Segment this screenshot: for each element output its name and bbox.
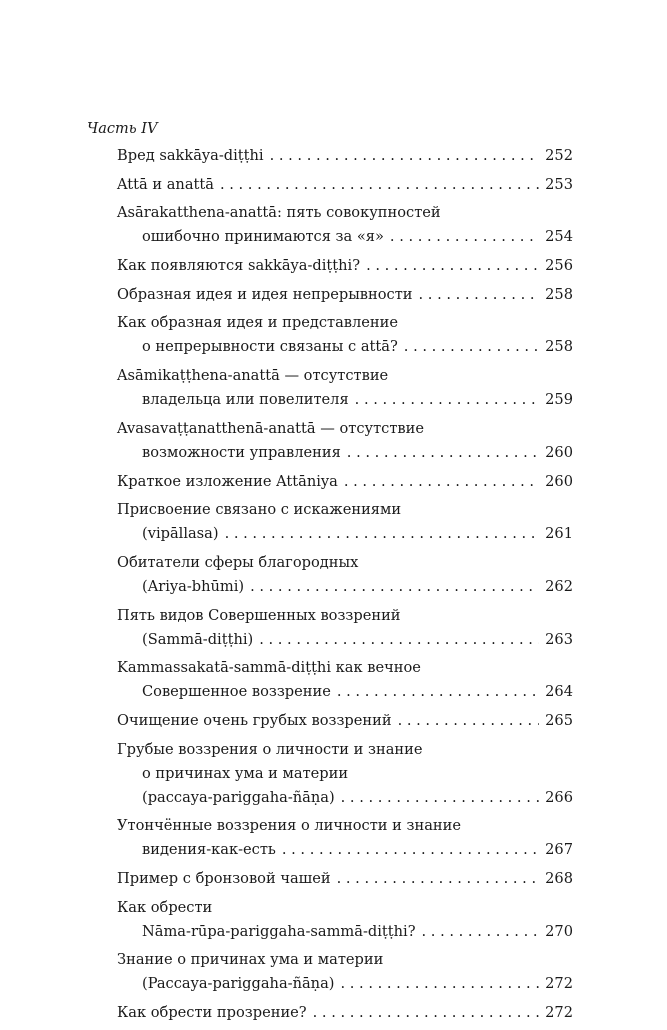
toc-entry-title: Утончённые воззрения о личности и знание (117, 817, 462, 835)
toc-page-number: 268 (545, 870, 573, 887)
dot-leader (355, 388, 539, 412)
dot-leader (398, 709, 540, 733)
toc-entry (117, 470, 573, 494)
dot-leader (337, 867, 540, 891)
toc-page-number: 263 (545, 630, 573, 648)
toc-entry-title: (Paccaya-pariggaha-ñāṇa) (142, 975, 335, 993)
toc-entry-title: Avasavaṭṭanatthenā-anattā — отсутствие (117, 419, 424, 437)
toc-page-number: 260 (545, 472, 573, 490)
toc-page-number: 252 (545, 147, 573, 164)
part-title: Часть IV (87, 121, 158, 137)
dot-leader (220, 173, 539, 197)
toc-entry (117, 867, 573, 891)
toc-page-number: 253 (545, 175, 573, 193)
toc-page-number: 272 (545, 975, 573, 993)
toc-entry-title: (vipāllasa) (142, 525, 219, 543)
toc-entry (117, 738, 573, 810)
toc-entry-title: Как обрести прозрение? (117, 1004, 307, 1022)
toc-entry-final-line (117, 283, 573, 307)
toc-entry (117, 311, 573, 359)
toc-page-number: 259 (545, 391, 573, 409)
toc-entry (117, 709, 573, 733)
toc-entry-final-line (117, 972, 573, 996)
toc-entry-title: Знание о причинах ума и материи (117, 951, 384, 969)
dot-leader (390, 225, 539, 249)
toc-entry (117, 201, 573, 249)
toc-entry-title: Attā и anattā (117, 175, 214, 193)
toc-entry-title: Как обрести (117, 898, 213, 916)
toc-entry-title: Kammassakatā-sammā-diṭṭhi как вечное (117, 659, 421, 677)
toc-entry-title: (Ariya-bhūmi) (142, 577, 245, 595)
dot-leader (250, 575, 539, 599)
dot-leader (270, 144, 540, 168)
toc-page-number: 265 (545, 711, 573, 729)
toc-entry (117, 814, 573, 862)
toc-entry-final-line (117, 680, 573, 704)
dot-leader (225, 522, 540, 546)
toc-page-number: 254 (545, 228, 573, 246)
toc-entry-final-line (117, 920, 573, 944)
toc-entry-final-line (117, 838, 573, 862)
toc-page-number: 272 (545, 1004, 573, 1022)
toc-entry (117, 551, 573, 599)
toc-page-number: 266 (545, 788, 573, 806)
dot-leader (404, 335, 539, 359)
dot-leader (422, 920, 540, 944)
toc-entry-final-line (117, 254, 573, 278)
toc-entry-title: Обитатели сферы благородных (117, 553, 359, 571)
toc-entry-final-line (117, 441, 573, 465)
toc-entry-final-line (117, 144, 573, 168)
table-of-contents (117, 144, 573, 1030)
toc-page-number: 258 (545, 285, 573, 303)
toc-entry-title: видения-как-есть (142, 841, 276, 859)
toc-entry (117, 896, 573, 944)
toc-entry-title: Пять видов Совершенных воззрений (117, 606, 401, 624)
toc-page-number: 261 (545, 525, 573, 543)
toc-entry-final-line (117, 470, 573, 494)
toc-entry (117, 656, 573, 704)
toc-entry-final-line (117, 786, 573, 810)
toc-page-number: 260 (545, 443, 573, 461)
toc-entry-title: Asārakatthena-anattā: пять совокупностей (117, 204, 441, 222)
toc-page-number: 270 (545, 922, 573, 940)
toc-entry-title: Присвоение связано с искажениями (117, 501, 402, 519)
toc-entry-final-line (117, 225, 573, 249)
toc-entry-title: Вред sakkāya-diṭṭhi (117, 147, 264, 164)
toc-entry-final-line (117, 522, 573, 546)
toc-entry-title: Совершенное воззрение (142, 683, 331, 701)
toc-entry-title: Пример с бронзовой чашей (117, 870, 331, 887)
toc-entry-final-line (117, 628, 573, 652)
dot-leader (259, 628, 539, 652)
toc-page-number: 267 (545, 841, 573, 859)
toc-entry (117, 1001, 573, 1025)
toc-entry-title: возможности управления (142, 443, 341, 461)
toc-entry-title: ошибочно принимаются за «я» (142, 228, 384, 246)
toc-entry (117, 948, 573, 996)
dot-leader (313, 1001, 540, 1025)
toc-entry-title: Образная идея и идея непрерывности (117, 285, 413, 303)
toc-entry (117, 364, 573, 412)
toc-entry-title: Nāma-rūpa-pariggaha-sammā-diṭṭhi? (142, 922, 416, 940)
toc-entry-final-line (117, 1001, 573, 1025)
dot-leader (344, 470, 539, 494)
toc-entry (117, 417, 573, 465)
toc-entry (117, 283, 573, 307)
toc-entry-final-line (117, 335, 573, 359)
toc-entry-title: о непрерывности связаны с attā? (142, 338, 398, 356)
toc-entry-final-line (117, 867, 573, 891)
toc-entry-title: владельца или повелителя (142, 391, 349, 409)
toc-entry-title: Как образная идея и представление (117, 314, 399, 332)
dot-leader (337, 680, 539, 704)
toc-entry-title: Как появляются sakkāya-diṭṭhi? (117, 257, 361, 275)
toc-entry (117, 604, 573, 652)
dot-leader (366, 254, 539, 278)
toc-entry (117, 144, 573, 168)
toc-entry-final-line (117, 173, 573, 197)
toc-page-number: 264 (545, 683, 573, 701)
toc-entry (117, 498, 573, 546)
toc-page-number: 262 (545, 577, 573, 595)
toc-entry-title: Очищение очень грубых воззрений (117, 711, 392, 729)
toc-entry-final-line (117, 575, 573, 599)
toc-page-number: 258 (545, 338, 573, 356)
toc-entry-title: Asāmikaṭṭhena-anattā — отсутствие (117, 367, 389, 385)
toc-page-number: 256 (545, 257, 573, 275)
dot-leader (340, 972, 539, 996)
toc-entry-title: Краткое изложение Attāniya (117, 472, 338, 490)
dot-leader (347, 441, 539, 465)
toc-entry (117, 173, 573, 197)
toc-entry-title: Грубые воззрения о личности и знание (117, 740, 423, 758)
toc-entry (117, 254, 573, 278)
dot-leader (341, 786, 539, 810)
dot-leader (282, 838, 539, 862)
toc-entry-title: (paccaya-pariggaha-ñāṇa) (142, 788, 335, 806)
toc-entry-final-line (117, 709, 573, 733)
toc-entry-title: о причинах ума и материи (142, 764, 349, 782)
dot-leader (419, 283, 540, 307)
toc-entry-final-line (117, 388, 573, 412)
toc-entry-title: (Sammā-diṭṭhi) (142, 630, 254, 648)
